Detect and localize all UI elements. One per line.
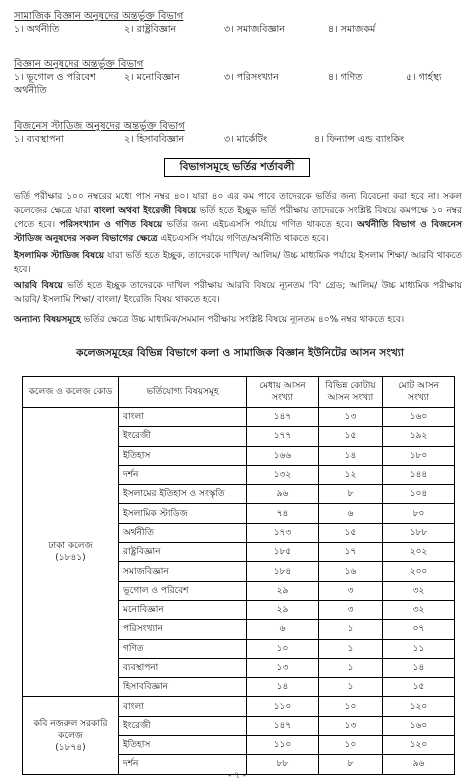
subject-cell: গণিত <box>119 639 247 658</box>
merit-seats-cell: ১৩ <box>247 658 319 677</box>
department-item: ৫। গার্হস্থ্য <box>406 72 442 83</box>
merit-seats-cell: ২৯ <box>247 581 319 600</box>
quota-seats-cell: ১০ <box>319 736 383 755</box>
total-seats-cell: ১৬০ <box>383 716 455 735</box>
section-title: বিজ্ঞান অনুষদের অন্তর্ভুক্ত বিভাগ <box>14 59 144 70</box>
section-business <box>14 120 464 146</box>
merit-seats-cell: ১৩২ <box>247 465 319 484</box>
college-cell <box>23 697 119 774</box>
subject-cell: ইসলামের ইতিহাস ও সংস্কৃতি <box>119 485 247 504</box>
department-item: ৪। সমাজকর্ম <box>328 24 376 35</box>
section-title: সামাজিক বিজ্ঞান অনুষদের অন্তর্ভুক্ত বিভাগ <box>14 11 184 22</box>
merit-seats-cell: ৭৪ <box>247 504 319 523</box>
department-item: ২। হিসাববিজ্ঞান <box>124 134 185 145</box>
subject-cell: ইসলামিক স্টাডিজ <box>119 504 247 523</box>
subject-cell: সমাজবিজ্ঞান <box>119 562 247 581</box>
quota-seats-cell: ১ <box>319 658 383 677</box>
total-seats-cell: ৮০ <box>383 504 455 523</box>
department-item: ৪। ফিন্যান্স এন্ড ব্যাংকিং <box>314 134 405 145</box>
merit-seats-cell: ৬ <box>247 620 319 639</box>
department-item: ১। ভূগোল ও পরিবেশ <box>14 72 96 83</box>
department-item: ১। ব্যবস্থাপনা <box>14 134 64 145</box>
quota-seats-cell: ১৪ <box>319 446 383 465</box>
total-seats-cell: ২০২ <box>383 543 455 562</box>
total-seats-cell: ১৫ <box>383 678 455 697</box>
subject-cell: ইতিহাস <box>119 736 247 755</box>
admission-paragraph-2: ইসলামিক স্টাডিজ বিষয়ে যারা ভর্তি হতে ইচ্ছুক, তাদেরকে দাখিল/ আলিম/ উচ্চ মাধ্যমিক পর্যায়ে ইসলাম শিক্ষা/ আরবি থাকতে হবে। <box>14 251 462 275</box>
merit-seats-cell: ১১০ <box>247 736 319 755</box>
total-seats-cell: ৯৬ <box>383 755 455 774</box>
department-item: ৩। মার্কেটিং <box>224 134 268 145</box>
section-social-science <box>14 10 464 36</box>
college-code: (১৮৭৪) <box>55 742 86 753</box>
department-list <box>14 23 464 36</box>
quota-seats-cell: ৮ <box>319 485 383 504</box>
seat-table <box>22 376 455 775</box>
header-total-seats: মোট আসন সংখ্যা <box>383 377 455 408</box>
department-continuation: অর্থনীতি <box>14 85 47 96</box>
total-seats-cell: ১৬০ <box>383 408 455 427</box>
college-code: (১৮৪১) <box>55 553 86 564</box>
department-list <box>14 71 464 84</box>
merit-seats-cell: ২৯ <box>247 600 319 619</box>
quota-seats-cell: ৬ <box>319 504 383 523</box>
subject-cell: দর্শন <box>119 755 247 774</box>
quota-seats-cell: ১৭ <box>319 543 383 562</box>
merit-seats-cell: ১৮৪ <box>247 562 319 581</box>
department-item: ৩। সমাজবিজ্ঞান <box>224 24 285 35</box>
table-header-row <box>23 377 455 408</box>
total-seats-cell: ১৮০ <box>383 446 455 465</box>
merit-seats-cell: ১৬৬ <box>247 446 319 465</box>
total-seats-cell: ১১ <box>383 639 455 658</box>
merit-seats-cell: ৯৬ <box>247 485 319 504</box>
subject-cell: ভূগোল ও পরিবেশ <box>119 581 247 600</box>
total-seats-cell: ১৪ <box>383 658 455 677</box>
table-title: কলেজসমূহের বিভিন্ন বিভাগে কলা ও সামাজিক বিজ্ঞান ইউনিটের আসন সংখ্যা <box>76 347 404 359</box>
subject-cell: ইংরেজী <box>119 427 247 446</box>
admission-paragraph-4: অন্যান্য বিষয়সমূহে ভর্তির ক্ষেত্রে উচ্চ মাধ্যমিক/সমমান পরীক্ষায় সংশ্লিষ্ট বিষয়ে ন্যূনতম ৪০% নম্বর থাকতে হবে। <box>14 315 405 325</box>
college-name: কবি নজরুল সরকারি কলেজ <box>33 718 108 741</box>
subject-cell: অর্থনীতি <box>119 523 247 542</box>
section-science <box>14 58 464 97</box>
total-seats-cell: ০৭ <box>383 620 455 639</box>
subject-cell: দর্শন <box>119 465 247 484</box>
page-number: - ৭ - <box>227 771 247 781</box>
table-row <box>23 697 455 716</box>
total-seats-cell: ১০৪ <box>383 485 455 504</box>
total-seats-cell: ৩২ <box>383 581 455 600</box>
subject-cell: রাষ্ট্রবিজ্ঞান <box>119 543 247 562</box>
header-quota-seats: বিভিন্ন কোটায় আসন সংখ্যা <box>319 377 383 408</box>
quota-seats-cell: ১ <box>319 678 383 697</box>
quota-seats-cell: ১৩ <box>319 716 383 735</box>
total-seats-cell: ১৮৮ <box>383 523 455 542</box>
admission-heading: বিভাগসমূহে ভর্তির শর্তাবলী <box>164 158 310 177</box>
merit-seats-cell: ৮৮ <box>247 755 319 774</box>
quota-seats-cell: ১০ <box>319 697 383 716</box>
total-seats-cell: ১২০ <box>383 736 455 755</box>
merit-seats-cell: ১০ <box>247 639 319 658</box>
quota-seats-cell: ১২ <box>319 465 383 484</box>
subject-cell: ব্যবস্থাপনা <box>119 658 247 677</box>
college-name: ঢাকা কলেজ <box>48 541 93 552</box>
section-title: বিজনেস স্টাডিজ অনুষদের অন্তর্ভুক্ত বিভাগ <box>14 121 185 132</box>
merit-seats-cell: ১৪৭ <box>247 408 319 427</box>
merit-seats-cell: ১৮৫ <box>247 543 319 562</box>
subject-cell: পরিসংখ্যান <box>119 620 247 639</box>
quota-seats-cell: ৩ <box>319 600 383 619</box>
admission-paragraph-3: আরবি বিষয়ে ভর্তি হতে ইচ্ছুক তাদেরকে দাখিল পরীক্ষায় আরবি বিষয়ে ন্যূনতম 'বি' গ্রেড; আলিম/ উচ্চ মাধ্যমিক পরীক্ষায় আরবি/ ইসলামি শিক্ষা/ বাংলা/ ইংরেজি বিষয় থাকতে হবে। <box>14 281 463 305</box>
subject-cell: বাংলা <box>119 408 247 427</box>
quota-seats-cell: ১৫ <box>319 427 383 446</box>
subject-cell: ইংরেজী <box>119 716 247 735</box>
table-row <box>23 408 455 427</box>
admission-paragraph-1: ভর্তি পরীক্ষার ১০০ নম্বরের মধ্যে পাস নম্বর ৪০। যারা ৪০ এর কম পাবে তাদেরকে ভর্তির জন্য বিবেচনা করা হবে না। সকল কলেজের ক্ষেত্রে যারা বাংলা অথবা ইংরেজী বিষয়ে ভর্তি হতে ইচ্ছুক ভর্তি পরীক্ষায় তাদেরকে সংশ্লিষ্ট বিষয়ে কমপক্ষে ১০ নম্বর পেতে হবে। পরিসংখ্যান ও গণিত বিষয়ে ভর্তির জন্য এইচএসসি পর্যায়ে গণিত থাকতে হবে। অর্থনীতি বিভাগ ও বিজনেস স্টাডিজ অনুষদের সকল বিভাগের ক্ষেত্রে এইচএসসি পর্যায়ে গণিত/অর্থনীতি থাকতে হবে। <box>14 192 463 244</box>
total-seats-cell: ১২০ <box>383 697 455 716</box>
subject-cell: ইতিহাস <box>119 446 247 465</box>
header-college: কলেজ ও কলেজ কোড <box>23 377 119 408</box>
total-seats-cell: ২০০ <box>383 562 455 581</box>
department-item: ২। রাষ্ট্রবিজ্ঞান <box>124 24 177 35</box>
subject-cell: হিসাববিজ্ঞান <box>119 678 247 697</box>
department-item: ৩। পরিসংখ্যান <box>224 72 279 83</box>
college-cell <box>23 408 119 697</box>
header-merit-seats: মেধায় আসন সংখ্যা <box>247 377 319 408</box>
subject-cell: বাংলা <box>119 697 247 716</box>
quota-seats-cell: ১৩ <box>319 408 383 427</box>
subject-cell: মনোবিজ্ঞান <box>119 600 247 619</box>
quota-seats-cell: ৩ <box>319 581 383 600</box>
quota-seats-cell: ১ <box>319 639 383 658</box>
department-item: ৪। গণিত <box>328 72 363 83</box>
department-item: ১। অর্থনীতি <box>14 24 60 35</box>
total-seats-cell: ৩২ <box>383 600 455 619</box>
quota-seats-cell: ১ <box>319 620 383 639</box>
table-body <box>23 408 455 775</box>
merit-seats-cell: ১৪ <box>247 678 319 697</box>
department-item: ২। মনোবিজ্ঞান <box>124 72 180 83</box>
total-seats-cell: ১৯২ <box>383 427 455 446</box>
quota-seats-cell: ১৫ <box>319 523 383 542</box>
total-seats-cell: ১৪৪ <box>383 465 455 484</box>
merit-seats-cell: ১৪৭ <box>247 716 319 735</box>
merit-seats-cell: ১১০ <box>247 697 319 716</box>
merit-seats-cell: ১৭৩ <box>247 523 319 542</box>
quota-seats-cell: ১৬ <box>319 562 383 581</box>
merit-seats-cell: ১৭৭ <box>247 427 319 446</box>
header-subjects: ভর্তিযোগ্য বিষয়সমূহ <box>119 377 247 408</box>
quota-seats-cell: ৮ <box>319 755 383 774</box>
department-list <box>14 133 464 146</box>
